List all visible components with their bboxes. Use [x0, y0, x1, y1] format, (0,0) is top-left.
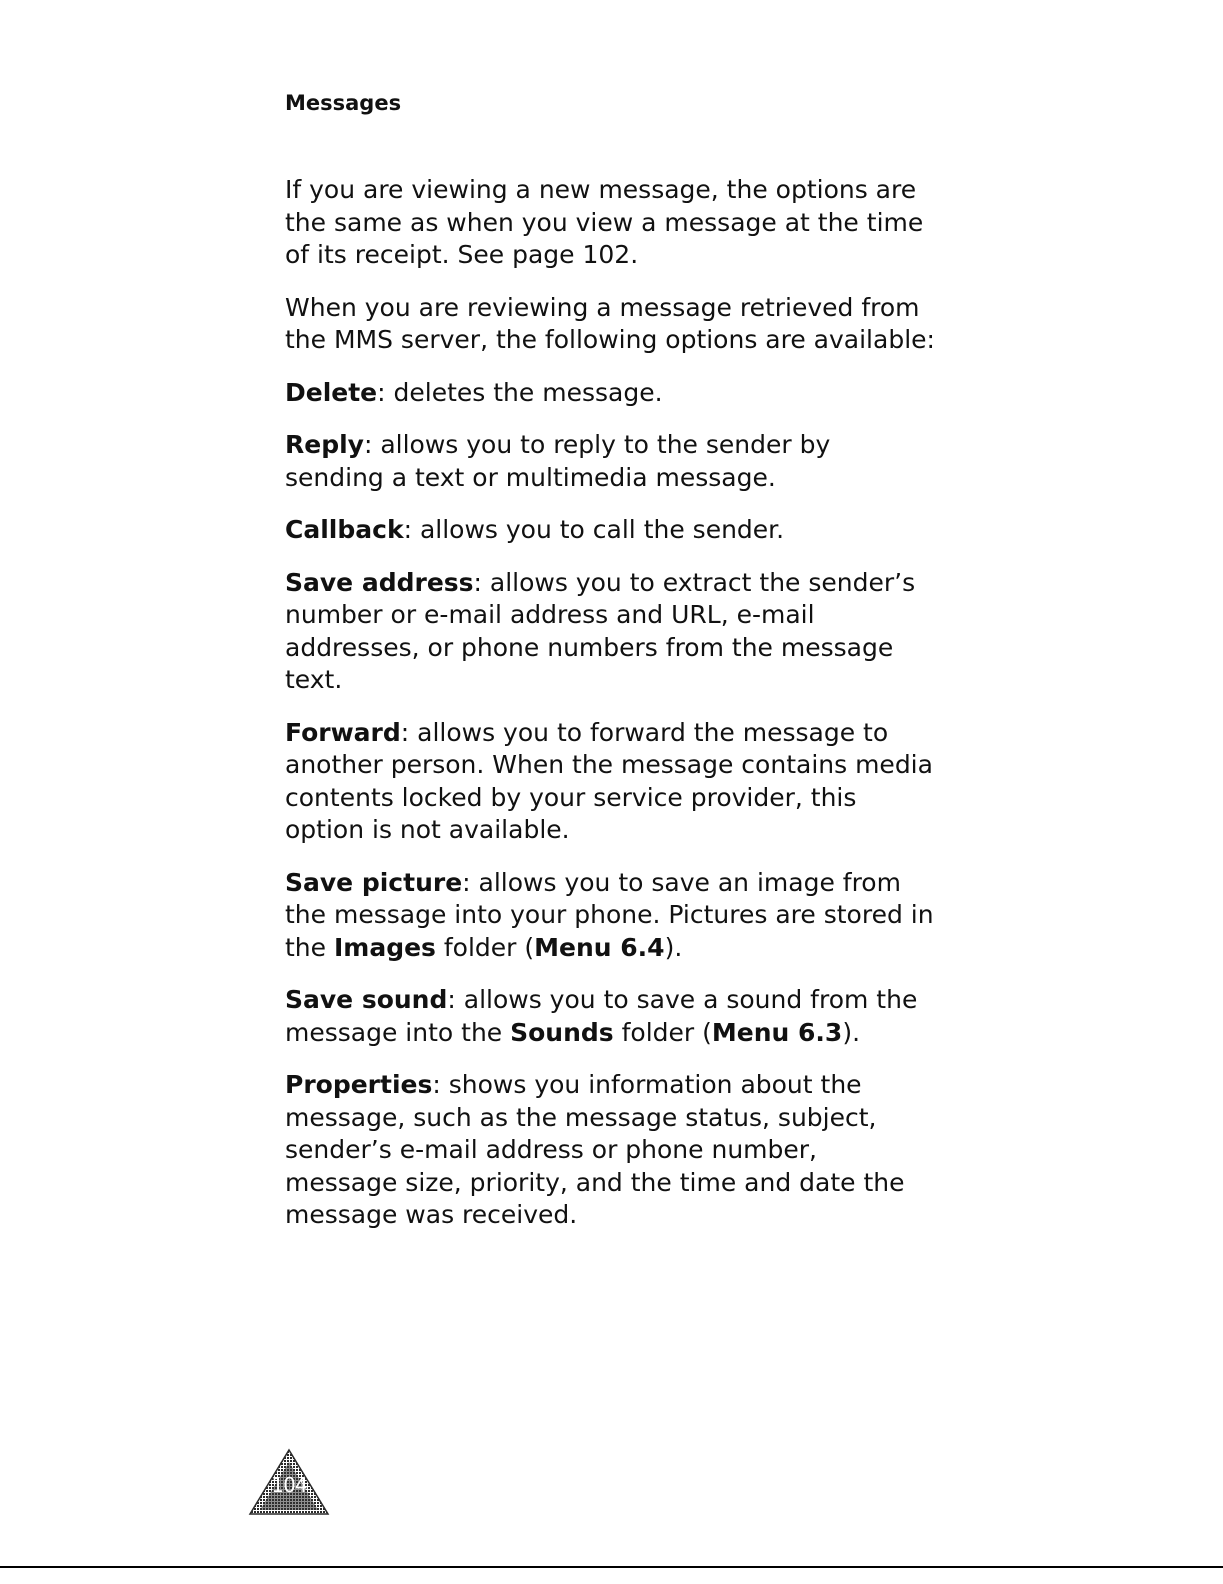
option-description: : allows you to extract the sender’s number or e-mail address and URL, e-mail addresses, or phone numbers from the message text. — [285, 567, 916, 694]
option-description-end: ). — [842, 1017, 861, 1047]
option-description-end: ). — [664, 932, 683, 962]
option-term: Save picture — [285, 867, 463, 897]
option-term: Forward — [285, 717, 401, 747]
folder-name: Images — [333, 932, 436, 962]
option-properties — [285, 1069, 935, 1232]
option-description: : allows you to reply to the sender by sending a text or multimedia message. — [285, 430, 831, 492]
option-reply — [285, 429, 935, 494]
page-number-badge — [248, 1448, 330, 1516]
option-description: : allows you to save a sound from the message into the — [285, 985, 918, 1047]
intro-paragraph-1: If you are viewing a new message, the options are the same as when you view a message at the time of its receipt. See page 102. — [285, 175, 924, 269]
menu-reference: Menu 6.3 — [711, 1017, 843, 1047]
page-number: 104 — [271, 1473, 307, 1497]
option-callback — [285, 514, 935, 547]
folder-name: Sounds — [510, 1017, 614, 1047]
section-header: Messages — [285, 91, 402, 115]
option-description: : shows you information about the message, such as the message status, subject, sender’s e-mail address or phone number, message size, priority, and the time and date the message was received. — [285, 1070, 905, 1229]
option-term: Reply — [285, 430, 364, 459]
option-save-picture — [285, 867, 935, 965]
option-description: : allows you to forward the message to another person. When the message contains media contents locked by your service provider, this option is not available. — [285, 717, 933, 844]
page-body — [285, 174, 935, 1252]
option-term: Save sound — [285, 985, 448, 1014]
option-term: Properties — [285, 1070, 433, 1099]
option-term: Callback — [285, 515, 404, 544]
option-save-sound — [285, 984, 935, 1049]
menu-reference: Menu 6.4 — [534, 932, 665, 962]
option-forward — [285, 717, 935, 847]
option-save-address — [285, 567, 935, 697]
intro-paragraph-2: When you are reviewing a message retrieved from the MMS server, the following options are available: — [285, 292, 935, 354]
option-description: : allows you to call the sender. — [403, 515, 785, 544]
option-term: Save address — [285, 567, 474, 597]
option-description-cont: folder ( — [435, 932, 535, 962]
option-description-cont: folder ( — [613, 1017, 712, 1047]
option-description: : deletes the message. — [377, 377, 663, 407]
bottom-rule — [0, 1566, 1223, 1568]
option-term: Delete — [285, 377, 378, 407]
option-description: : allows you to save an image from the message into your phone. Pictures are stored in the — [285, 867, 934, 962]
option-delete — [285, 377, 935, 410]
